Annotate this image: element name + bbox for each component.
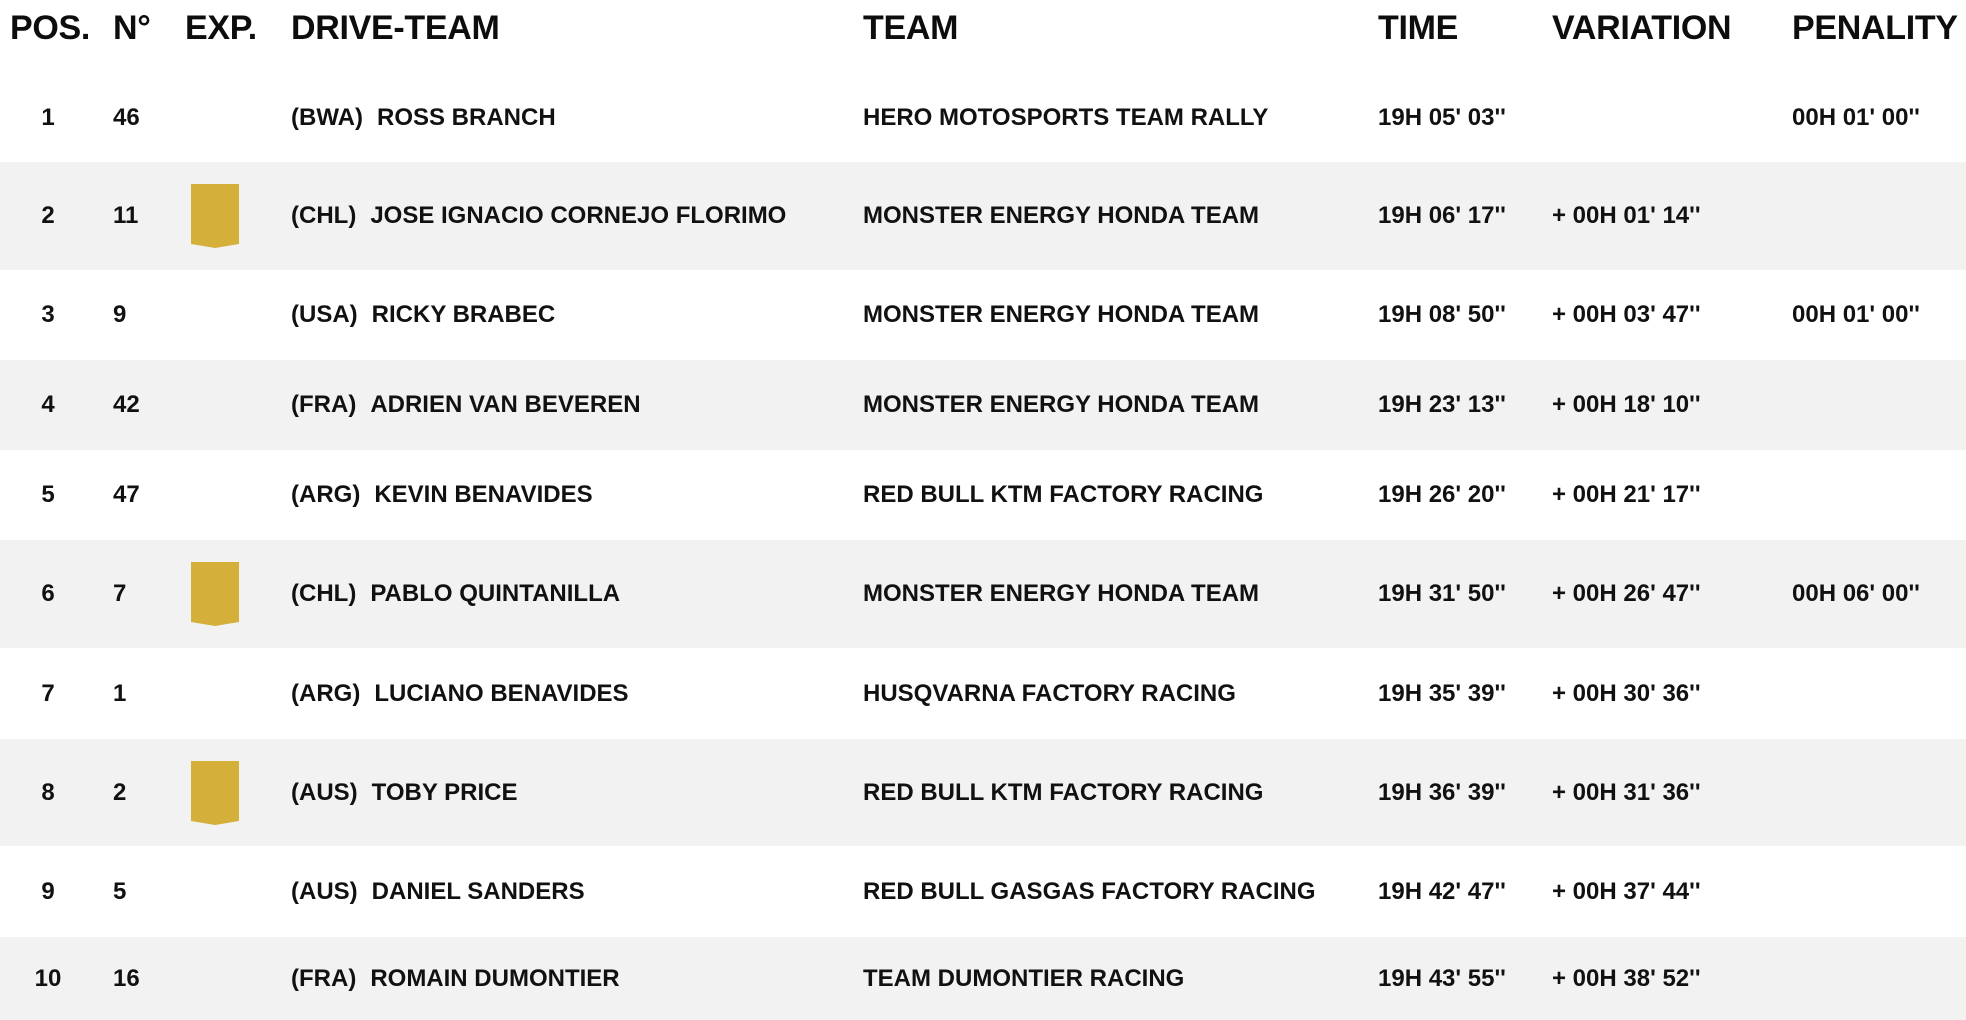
header-penalty[interactable]: PENALITY xyxy=(1792,9,1958,47)
team-name: HERO MOTOSPORTS TEAM RALLY xyxy=(863,103,1269,131)
time-variation: + 00H 26' 47'' xyxy=(1552,580,1701,607)
total-time: 19H 05' 03'' xyxy=(1378,103,1506,131)
team-name: MONSTER ENERGY HONDA TEAM xyxy=(863,202,1260,229)
time-variation: + 00H 18' 10'' xyxy=(1552,391,1701,418)
expert-cell xyxy=(191,860,239,924)
team-name: MONSTER ENERGY HONDA TEAM xyxy=(863,391,1260,418)
driver-cell[interactable] xyxy=(291,480,593,510)
position: 1 xyxy=(41,103,55,131)
total-time: 19H 43' 55'' xyxy=(1378,964,1506,992)
time-penalty: 00H 01' 00'' xyxy=(1792,103,1920,131)
driver-cell[interactable] xyxy=(291,964,620,994)
time-variation: + 00H 01' 14'' xyxy=(1552,202,1701,229)
header-pos[interactable]: POS. xyxy=(10,9,91,47)
position: 6 xyxy=(41,580,55,607)
bib-number: 2 xyxy=(113,778,127,806)
total-time: 19H 23' 13'' xyxy=(1378,391,1506,418)
total-time: 19H 26' 20'' xyxy=(1378,481,1506,508)
table-row[interactable] xyxy=(0,540,1966,648)
table-header xyxy=(0,0,1966,73)
driver-name: ADRIEN VAN BEVEREN xyxy=(370,391,641,418)
expert-cell xyxy=(191,463,239,527)
time-penalty: 00H 06' 00'' xyxy=(1792,580,1920,607)
bib-number: 16 xyxy=(113,964,140,992)
total-time: 19H 35' 39'' xyxy=(1378,679,1506,707)
position: 10 xyxy=(34,964,62,992)
table-row[interactable] xyxy=(0,739,1966,846)
total-time: 19H 36' 39'' xyxy=(1378,778,1506,806)
time-variation: + 00H 30' 36'' xyxy=(1552,679,1701,707)
team-name: HUSQVARNA FACTORY RACING xyxy=(863,679,1236,707)
time-variation: + 00H 31' 36'' xyxy=(1552,778,1701,806)
expert-cell xyxy=(191,86,239,150)
driver-country: (USA) xyxy=(291,301,358,328)
driver-country: (ARG) xyxy=(291,679,361,707)
driver-cell[interactable] xyxy=(291,877,585,907)
bib-number: 47 xyxy=(113,481,140,508)
header-exp[interactable]: EXP. xyxy=(185,9,257,47)
table-row[interactable] xyxy=(0,270,1966,360)
table-row[interactable] xyxy=(0,360,1966,450)
position: 2 xyxy=(41,202,55,229)
position: 5 xyxy=(41,481,55,508)
team-name: MONSTER ENERGY HONDA TEAM xyxy=(863,301,1260,328)
expert-cell xyxy=(191,373,239,437)
driver-country: (AUS) xyxy=(291,877,358,905)
expert-cell xyxy=(191,662,239,726)
driver-name: LUCIANO BENAVIDES xyxy=(374,679,629,707)
team-name: TEAM DUMONTIER RACING xyxy=(863,964,1185,992)
team-name: MONSTER ENERGY HONDA TEAM xyxy=(863,580,1260,607)
expert-badge-icon xyxy=(191,761,239,825)
total-time: 19H 31' 50'' xyxy=(1378,580,1506,607)
expert-cell xyxy=(191,947,239,1011)
driver-cell[interactable] xyxy=(291,778,517,808)
driver-cell[interactable] xyxy=(291,390,641,420)
header-variation[interactable]: VARIATION xyxy=(1552,9,1732,47)
expert-cell xyxy=(191,184,239,248)
driver-name: JOSE IGNACIO CORNEJO FLORIMO xyxy=(370,202,787,229)
time-variation: + 00H 21' 17'' xyxy=(1552,481,1701,508)
position: 3 xyxy=(41,301,55,328)
driver-cell[interactable] xyxy=(291,103,556,133)
bib-number: 7 xyxy=(113,580,127,607)
table-row[interactable] xyxy=(0,648,1966,739)
driver-country: (CHL) xyxy=(291,202,357,229)
bib-number: 5 xyxy=(113,877,127,905)
team-name: RED BULL GASGAS FACTORY RACING xyxy=(863,877,1316,905)
driver-country: (AUS) xyxy=(291,778,358,806)
driver-name: TOBY PRICE xyxy=(371,778,518,806)
total-time: 19H 06' 17'' xyxy=(1378,202,1506,229)
bib-number: 42 xyxy=(113,391,140,418)
header-time[interactable]: TIME xyxy=(1378,9,1459,47)
driver-name: ROSS BRANCH xyxy=(376,103,556,131)
driver-cell[interactable] xyxy=(291,201,786,231)
expert-badge-icon xyxy=(191,562,239,626)
position: 8 xyxy=(41,778,55,806)
driver-cell[interactable] xyxy=(291,679,629,709)
driver-country: (BWA) xyxy=(291,103,363,131)
time-penalty: 00H 01' 00'' xyxy=(1792,301,1920,328)
driver-name: RICKY BRABEC xyxy=(371,301,556,328)
time-variation: + 00H 03' 47'' xyxy=(1552,301,1701,328)
total-time: 19H 42' 47'' xyxy=(1378,877,1506,905)
position: 4 xyxy=(41,391,55,418)
header-team[interactable]: TEAM xyxy=(863,9,959,47)
table-row[interactable] xyxy=(0,450,1966,540)
expert-cell xyxy=(191,761,239,825)
driver-country: (ARG) xyxy=(291,481,361,508)
table-row[interactable] xyxy=(0,162,1966,270)
bib-number: 46 xyxy=(113,103,140,131)
driver-country: (FRA) xyxy=(291,964,357,992)
total-time: 19H 08' 50'' xyxy=(1378,301,1506,328)
table-row[interactable] xyxy=(0,846,1966,937)
bib-number: 1 xyxy=(113,679,127,707)
driver-name: DANIEL SANDERS xyxy=(371,877,585,905)
time-variation: + 00H 37' 44'' xyxy=(1552,877,1701,905)
table-row[interactable] xyxy=(0,937,1966,1020)
time-variation: + 00H 38' 52'' xyxy=(1552,964,1701,992)
bib-number: 11 xyxy=(113,202,139,229)
team-name: RED BULL KTM FACTORY RACING xyxy=(863,481,1264,508)
driver-cell[interactable] xyxy=(291,300,555,330)
table-body xyxy=(0,73,1966,1020)
driver-name: ROMAIN DUMONTIER xyxy=(370,964,620,992)
position: 7 xyxy=(41,679,55,707)
header-drive-team[interactable]: DRIVE-TEAM xyxy=(291,9,500,47)
header-number[interactable]: N° xyxy=(113,9,151,47)
table-row[interactable] xyxy=(0,73,1966,162)
driver-country: (FRA) xyxy=(291,391,357,418)
driver-name: KEVIN BENAVIDES xyxy=(374,481,593,508)
expert-cell xyxy=(191,562,239,626)
expert-cell xyxy=(191,283,239,347)
position: 9 xyxy=(41,877,55,905)
driver-cell[interactable] xyxy=(291,579,620,609)
expert-badge-icon xyxy=(191,184,239,248)
team-name: RED BULL KTM FACTORY RACING xyxy=(863,778,1264,806)
driver-name: PABLO QUINTANILLA xyxy=(370,580,621,607)
driver-country: (CHL) xyxy=(291,580,357,607)
bib-number: 9 xyxy=(113,301,127,328)
